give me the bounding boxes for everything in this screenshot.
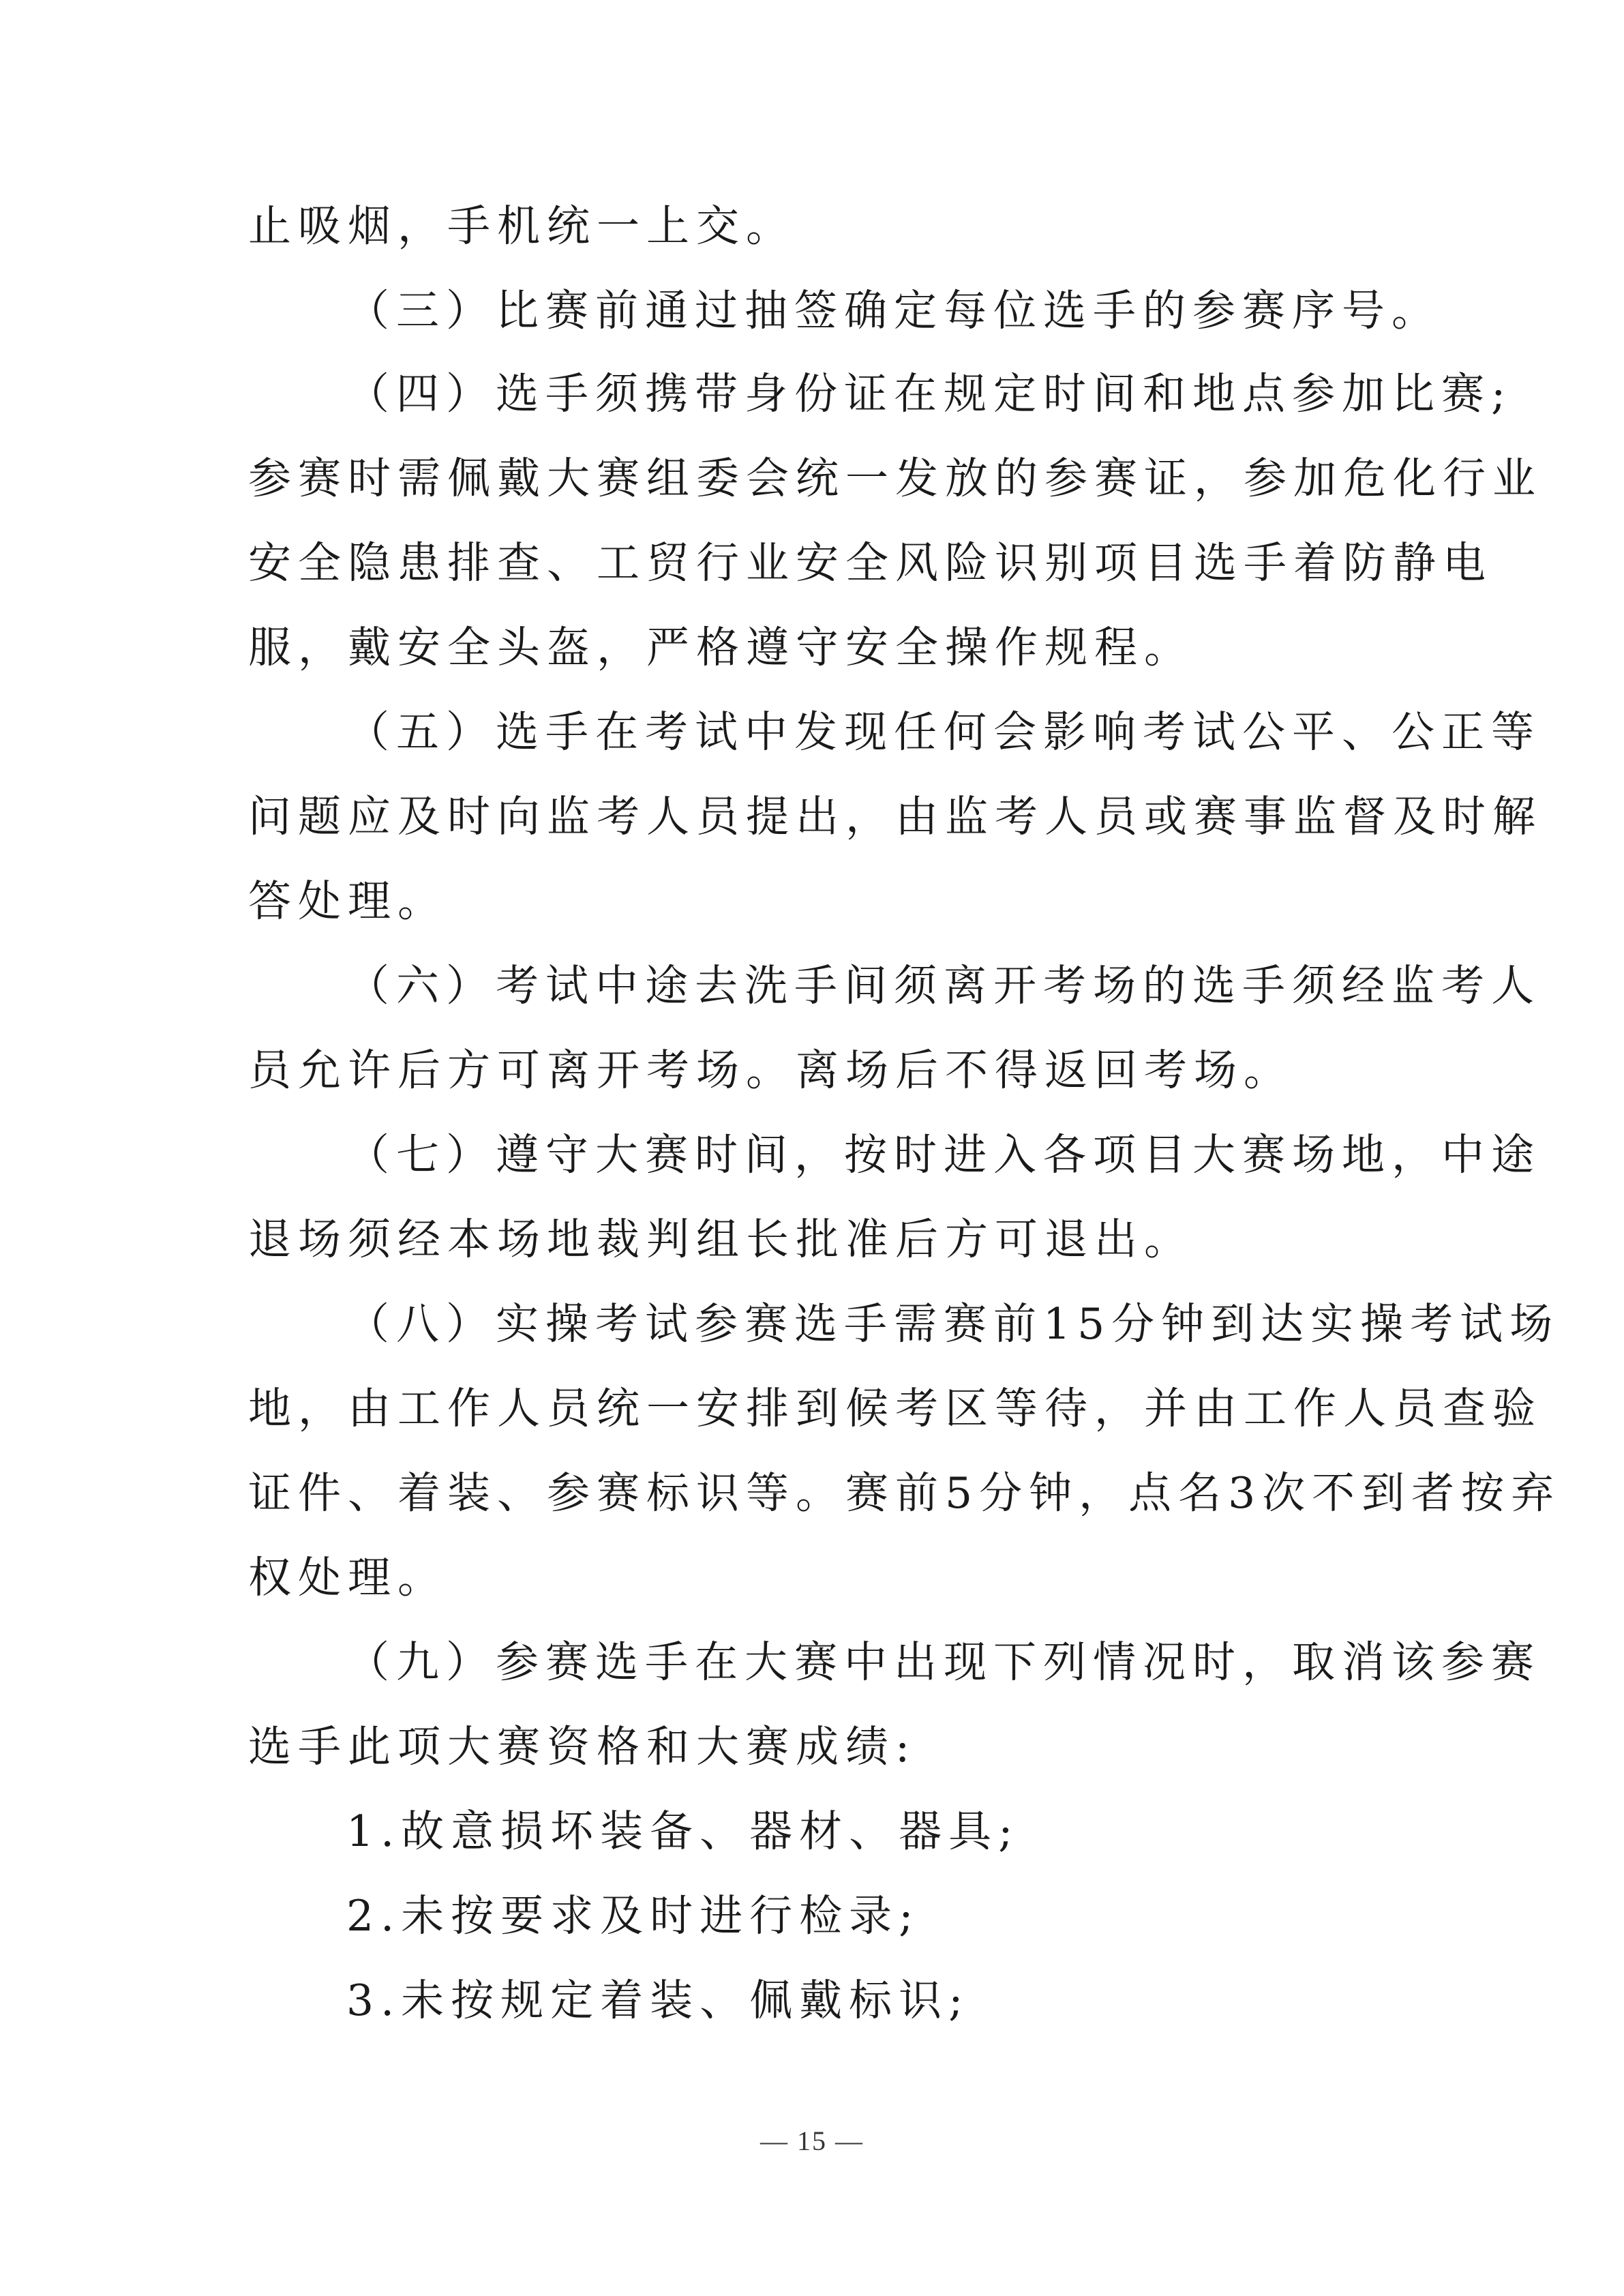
paragraph-line: 员允许后方可离开考场。离场后不得返回考场。 [248,1045,1293,1095]
paragraph-line: （八）实操考试参赛选手需赛前15分钟到达实操考试场 [346,1299,1560,1349]
page-number: — 15 — [760,2126,864,2156]
paragraph-line: （七）遵守大赛时间，按时进入各项目大赛场地，中途 [346,1130,1541,1180]
paragraph-line: 安全隐患排查、工贸行业安全风险识别项目选手着防静电 [248,538,1492,588]
paragraph-line: 答处理。 [248,876,447,926]
list-item: 2.未按要求及时进行检录; [346,1891,920,1941]
paragraph-line: （五）选手在考试中发现任何会影响考试公平、公正等 [346,707,1541,757]
paragraph-line: 权处理。 [248,1553,447,1602]
paragraph-line: 选手此项大赛资格和大赛成绩: [248,1722,917,1772]
list-item: 1.故意损坏装备、器材、器具; [346,1806,1020,1856]
paragraph-line: 证件、着装、参赛标识等。赛前5分钟，点名3次不到者按弃 [248,1468,1561,1518]
paragraph-line: 止吸烟，手机统一上交。 [248,201,796,251]
paragraph-line: 地，由工作人员统一安排到候考区等待，并由工作人员查验 [248,1384,1542,1433]
paragraph-line: 退场须经本场地裁判组长批准后方可退出。 [248,1214,1194,1264]
paragraph-line: （六）考试中途去洗手间须离开考场的选手须经监考人 [346,961,1541,1011]
paragraph-line: （四）选手须携带身份证在规定时间和地点参加比赛; [346,369,1513,419]
paragraph-line: （九）参赛选手在大赛中出现下列情况时，取消该参赛 [346,1637,1541,1687]
list-item: 3.未按规定着装、佩戴标识; [346,1976,970,2025]
paragraph-line: 参赛时需佩戴大赛组委会统一发放的参赛证，参加危化行业 [248,453,1542,503]
paragraph-line: （三）比赛前通过抽签确定每位选手的参赛序号。 [346,286,1441,336]
paragraph-line: 服，戴安全头盔，严格遵守安全操作规程。 [248,623,1194,672]
paragraph-line: 问题应及时向监考人员提出，由监考人员或赛事监督及时解 [248,792,1542,841]
